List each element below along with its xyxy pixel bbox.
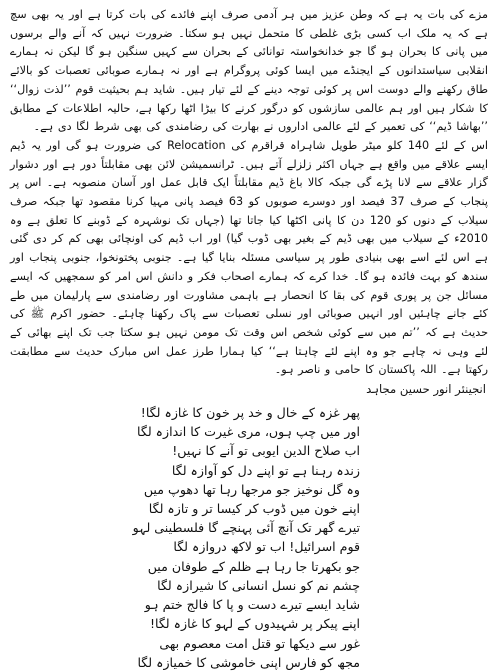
- poem-verse-1: پھر غزہ کے خال و خد پر خون کا غازہ لگا!: [140, 405, 360, 421]
- poem: [10, 403, 488, 672]
- poem-verse-14: مجھ کو فارس اپنی خاموشی کا خمیازہ لگا: [137, 654, 360, 670]
- poem-verse-7: تیرے گھر تک آنچ آئی پہنچے گا فلسطینی لہو: [132, 520, 360, 536]
- poem-verse-9: جو بکھرتا جا رہا ہے ظلم کے طوفان میں: [147, 558, 360, 574]
- article-paragraph-1: مزے کی بات یہ ہے کہ وطن عزیز میں ہر آدمی صرف اپنے فائدے کی بات کرتا ہے اور یہ بھی سچ ہے کہ یہ ملک اب کسی بڑی غلطی کا متحمل نہیں ہو سکتا۔ ضرورت نہیں کہ آنے والے برسوں میں پانی کا بحران ہو گا جو خدانخواستہ توانائی کے بحران سے کہیں سنگین ہو گا لیکن نہ ہمارے انقلابی سیاستدانوں کے ایجنڈے میں ایسا کوئی پروگرام ہے اور نہ ہمارے صوبائی تعصبات کو بالائے طاق رکھنے والے دوست اس پر کوئی توجہ دینے کے لئے تیار ہیں۔ شاید ہم بحیثیت قوم ’’لذت زوال‘‘ کا شکار ہیں اور ہم عالمی سازشوں کو درگور کرنے کا بیڑا اٹھا رکھا ہے، حالیہ اطلاعات کے مطابق ’’بھاشا ڈیم‘‘ کی تعمیر کے لئے عالمی اداروں نے بھارت کی رضامندی کی بھی شرط لگا دی ہے۔: [10, 8, 488, 134]
- poem-verse-5: وہ گل نوخیز جو مرجھا رہا تھا دھوپ میں: [143, 481, 360, 497]
- poem-verse-13: غور سے دیکھا تو قتل امت معصوم بھی: [159, 635, 360, 651]
- poem-verse-8: قوم اسرائیل! اب تو لاکھ دروازہ لگا: [173, 539, 360, 555]
- poem-verse-3: اب صلاح الدین ایوبی تو آنے کا نہیں!: [172, 443, 360, 459]
- poem-verse-6: اپنے خون میں ڈوب کر کیسا تر و تازہ لگا: [148, 501, 360, 517]
- poem-verse-2: اور میں چپ ہوں، مری غیرت کا اندازہ لگا: [137, 424, 360, 440]
- poem-verse-11: شاید ایسے تیرے دست و پا کا فالج ختم ہو: [144, 597, 360, 613]
- poem-verse-4: زندہ رہنا ہے تو اپنے دل کو آوازہ لگا: [171, 462, 360, 478]
- poem-verse-12: اپنے پیکر پر شہیدوں کے لہو کا غازہ لگا!: [149, 616, 360, 632]
- article-paragraph-2: اس کے لئے 140 کلو میٹر طویل شاہراہ قراقرم کی Relocation کی ضرورت ہو گی اور یہ ڈیم ایسے علاقے میں واقع ہے جہاں اکثر زلزلے آتے ہیں۔ ٹرانسمیشن لائن بھی مقابلتاً دور ہے اور دشوار گزار علاقے سے لانا پڑے گی جبکہ کالا باغ ڈیم مقابلتاً ایک قابل عمل اور آسان منصوبہ ہے۔ اس پر پنجاب کے صرف 37 فیصد اور دوسرے صوبوں کو 63 فیصد پانی مہیا کرنا مقصود تھا جبکہ صرف سیلاب کے دنوں کو 120 دن کا پانی اکٹھا کیا جاتا تھا (جہاں تک نوشہرہ کے ڈوبنے کا تعلق ہے وہ 2010ء کے سیلاب میں بھی ڈیم کے بغیر بھی ڈوب گیا) اور اب ڈیم کی اونچائی بھی کم کر دی گئی ہے اس لئے اسے بھی بنیادی طور پر سیاسی مسئلہ بنایا گیا ہے۔ جنوبی پختونخوا، جنوبی پنجاب اور سندھ کو بہت فائدہ ہو گا۔ خدا کرے کہ ہمارے اصحاب فکر و دانش اس امر کو سمجھیں کہ ایسے مسائل جن پر پوری قوم کی بقا کا انحصار ہے باہمی مشاورت اور رضامندی سے پارلیمان میں طے کئے جانے چاہئیں اور انہیں صوبائی اور نسلی تعصبات سے پاک رکھنا چاہئے۔ حضور اکرم ﷺ کی حدیث ہے کہ ’’تم میں سے کوئی شخص اس وقت تک مومن نہیں ہو سکتا جب تک اپنے بھائی کے لئے وہی نہ چاہے جو وہ اپنے لئے چاہتا ہے‘‘ کیا ہمارا طرز عمل اس مبارک حدیث سے مطابقت رکھتا ہے۔ اللہ پاکستان کا حامی و ناصر ہو۔: [10, 138, 488, 377]
- poem-verse-10: چشم نم کو نسل انسانی کا شیرازہ لگا: [157, 577, 360, 593]
- author-byline: انجینئر انور حسین مجاہد: [366, 382, 486, 397]
